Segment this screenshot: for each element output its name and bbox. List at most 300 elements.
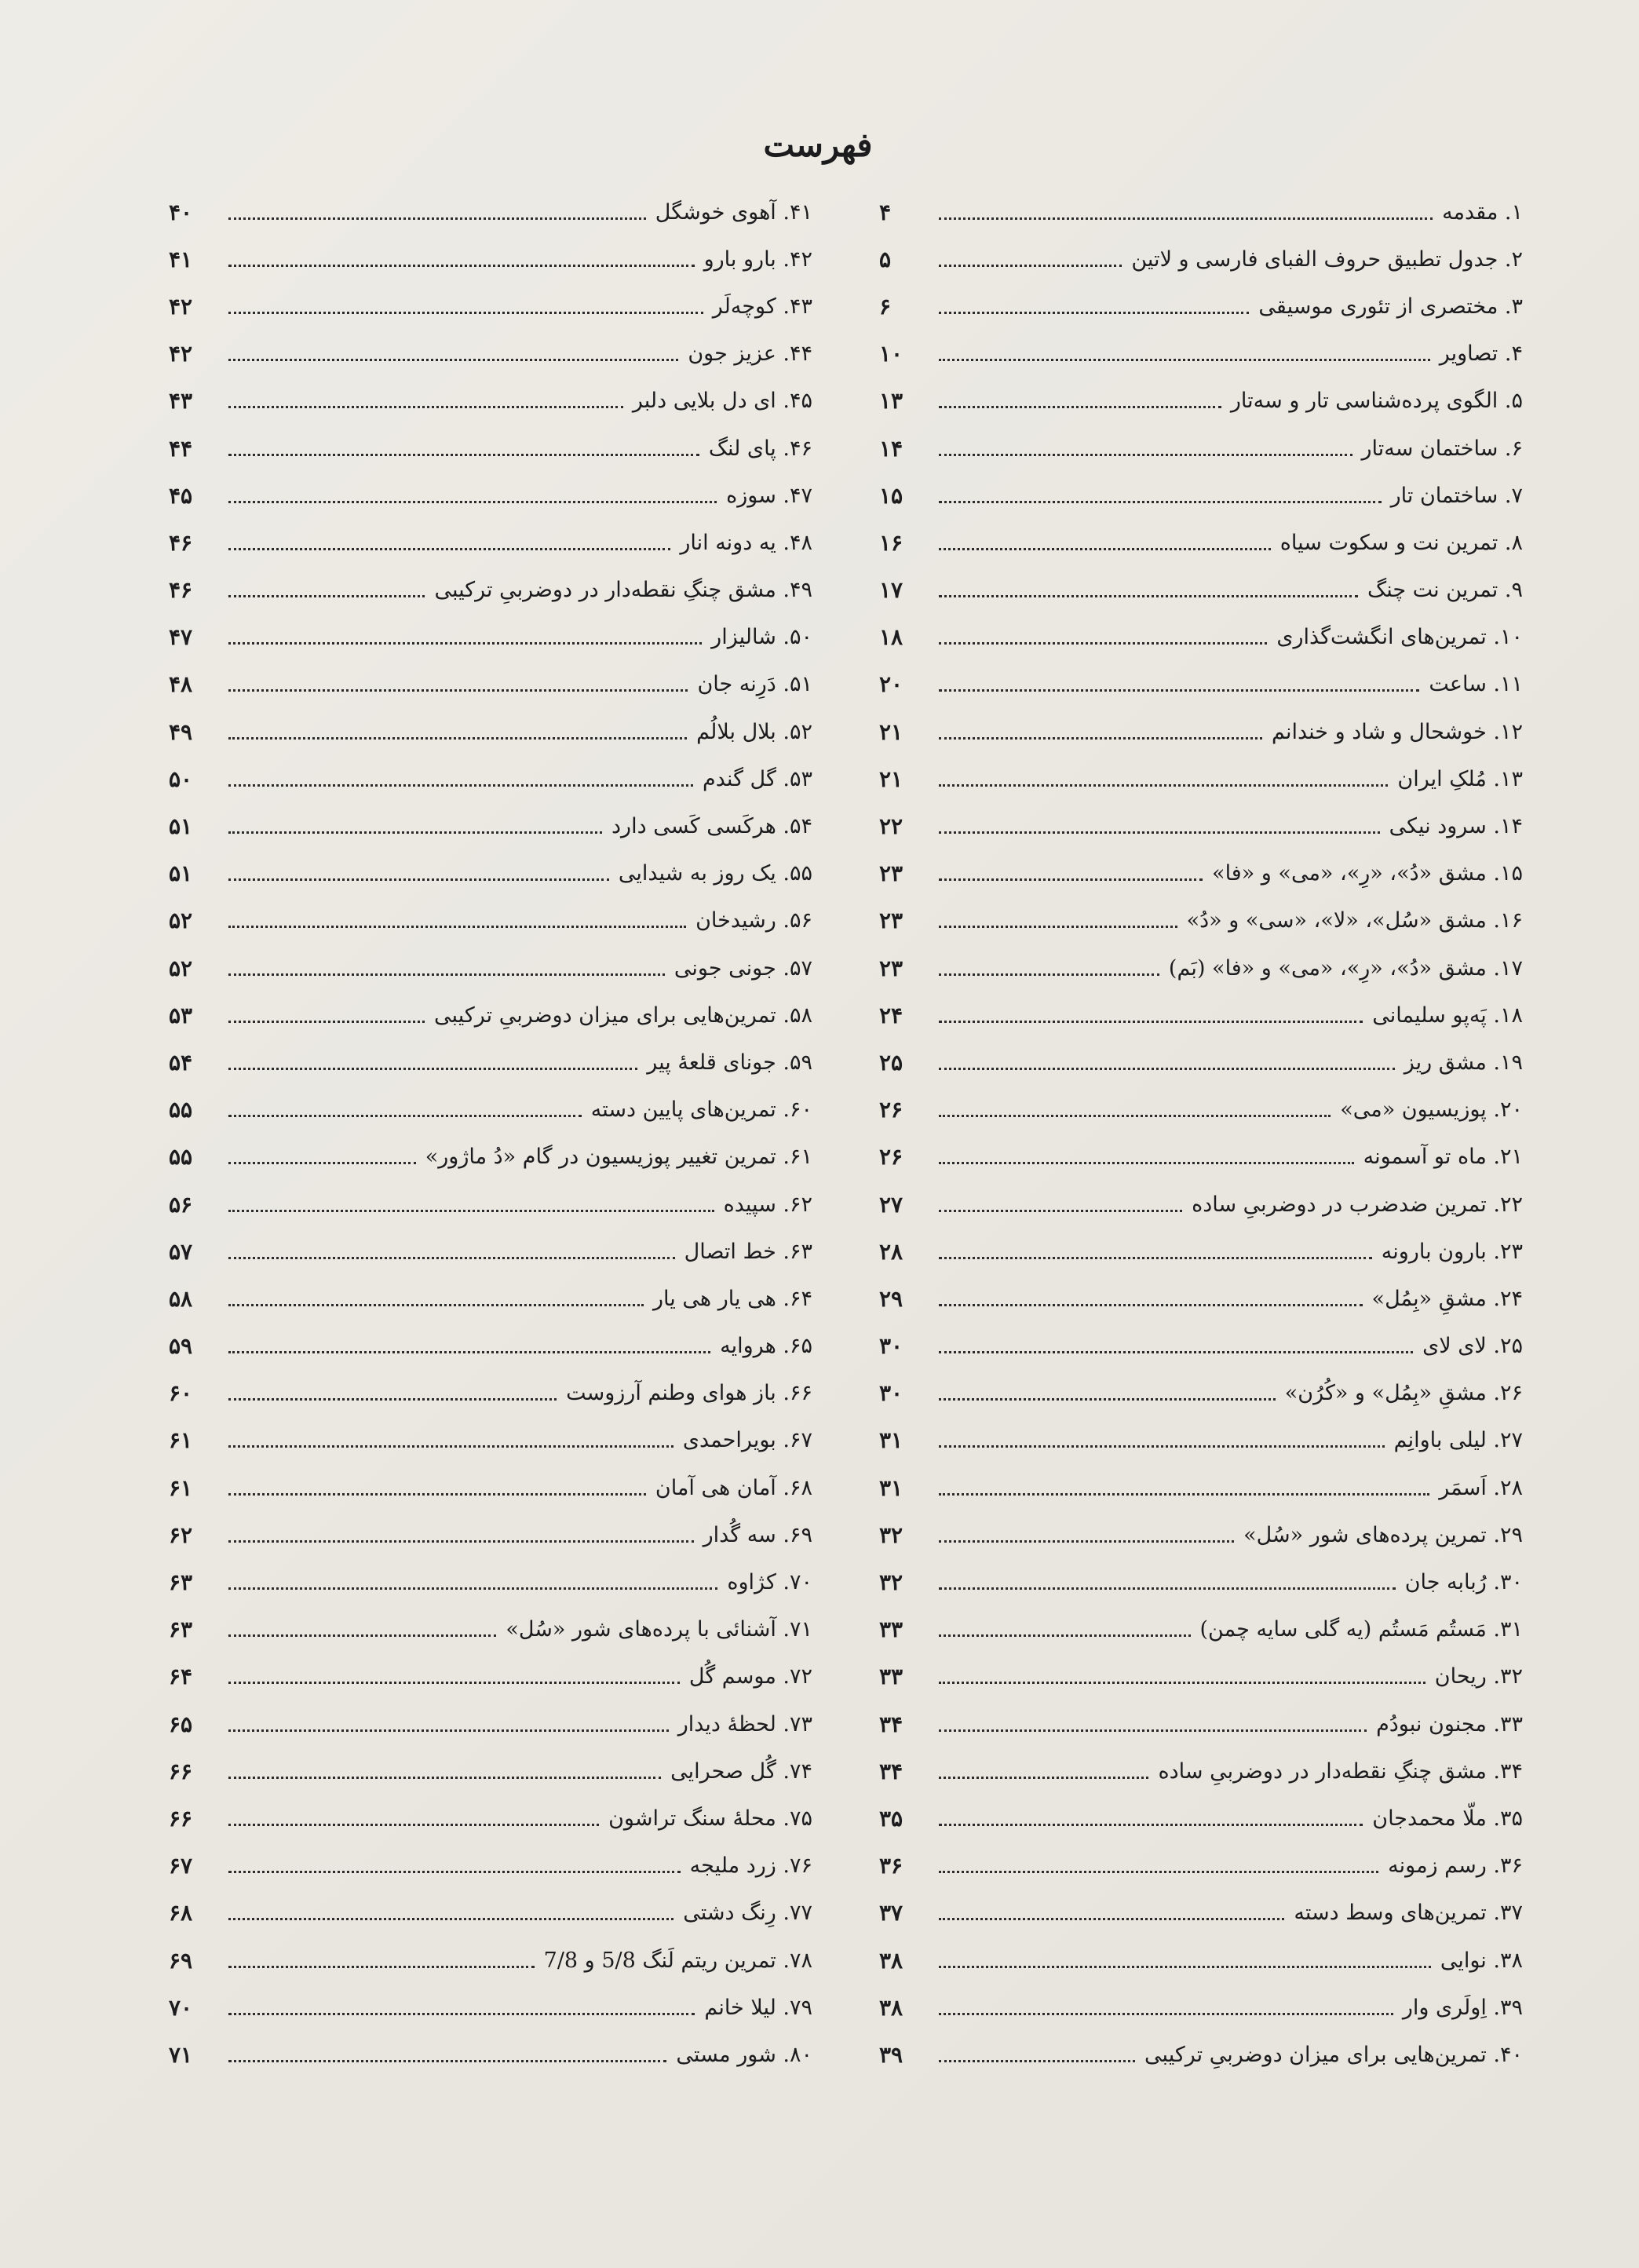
toc-entry	[169, 1653, 812, 1700]
toc-entry	[879, 188, 1523, 236]
dot-leader	[939, 1918, 1284, 1920]
dot-leader	[939, 1634, 1191, 1637]
dot-leader	[939, 642, 1267, 645]
dot-leader	[228, 973, 665, 976]
toc-entry-page-number: ۴۶	[169, 529, 193, 556]
toc-entry-title: ۶۵. هروایه	[720, 1334, 812, 1359]
toc-entry	[169, 1417, 812, 1464]
toc-entry-page-number: ۴۴	[169, 435, 193, 462]
toc-entry-page-number: ۳۴	[879, 1711, 903, 1737]
dot-leader	[939, 1445, 1385, 1448]
toc-entry-page-number: ۳۲	[879, 1521, 903, 1548]
dot-leader	[228, 1634, 496, 1637]
toc-entry	[169, 1087, 812, 1134]
toc-entry-title: ۵۸. تمرین‌هایی برای میزان دوضربیِ ترکیبی	[434, 1003, 812, 1028]
toc-entry	[879, 1511, 1523, 1558]
dot-leader	[228, 926, 686, 928]
toc-entry-page-number: ۶۰	[169, 1380, 193, 1407]
toc-entry	[169, 519, 812, 566]
toc-entry-title: ۱۲. خوشحال و شاد و خندانم	[1272, 719, 1523, 744]
toc-entry-page-number: ۱۰	[879, 341, 903, 367]
toc-entry-title: ۴۰. تمرین‌هایی برای میزان دوضربیِ ترکیبی	[1144, 2042, 1523, 2067]
toc-entry-title: ۷. ساختمان تار	[1390, 483, 1523, 508]
toc-entry	[879, 1795, 1523, 1842]
toc-entry-title: ۴۲. بارو بارو	[703, 247, 812, 272]
toc-entry-page-number: ۳۸	[879, 1994, 903, 2021]
toc-entry-title: ۲۴. مشقِ «بِمُل»	[1371, 1286, 1523, 1311]
toc-entry	[879, 1087, 1523, 1134]
toc-entry	[169, 1134, 812, 1181]
toc-entry	[879, 1748, 1523, 1795]
toc-entry	[879, 283, 1523, 330]
toc-entry-page-number: ۶۷	[169, 1853, 193, 1879]
toc-entry-title: ۳۷. تمرین‌های وسط دسته	[1294, 1901, 1523, 1926]
toc-entry-title: ۷۰. کژاوه	[727, 1570, 812, 1595]
toc-entry	[169, 1039, 812, 1086]
toc-entry-title: ۶۶. باز هوای وطنم آرزوست	[566, 1381, 812, 1406]
toc-entry-page-number: ۵۷	[169, 1238, 193, 1265]
toc-entry-title: ۴۹. مشق چنگِ نقطه‌دار در دوضربیِ ترکیبی	[434, 578, 812, 603]
toc-entry-title: ۴۱. آهوی خوشگل	[655, 199, 812, 225]
toc-entry	[169, 1984, 812, 2031]
toc-entry-title: ۶۳. خط اتصال	[684, 1239, 812, 1264]
dot-leader	[939, 265, 1122, 267]
toc-entry	[169, 897, 812, 944]
toc-entry-title: ۸۰. شور مستی	[676, 2042, 812, 2067]
toc-entry-page-number: ۵۲	[169, 955, 193, 981]
toc-entry	[169, 2031, 812, 2078]
toc-entry	[169, 236, 812, 283]
toc-entry-page-number: ۶۱	[169, 1427, 193, 1454]
toc-entry-page-number: ۵۵	[169, 1144, 193, 1171]
toc-entry	[169, 425, 812, 472]
toc-entry-page-number: ۲۹	[879, 1285, 903, 1312]
toc-entry-title: ۵۴. هرکَسی کَسی دارد	[611, 814, 812, 839]
dot-leader	[228, 1824, 599, 1826]
dot-leader	[228, 1729, 669, 1732]
toc-entry-title: ۶۰. تمرین‌های پایین دسته	[590, 1097, 812, 1123]
dot-leader	[939, 1824, 1363, 1826]
toc-entry-page-number: ۶۱	[169, 1474, 193, 1501]
toc-entry-page-number: ۵۴	[169, 1049, 193, 1076]
toc-entry-page-number: ۲۴	[879, 1002, 903, 1028]
toc-column-right	[879, 188, 1523, 2079]
toc-entry-page-number: ۲۰	[879, 671, 903, 698]
toc-entry-title: ۲۷. لیلی باوانِم	[1393, 1428, 1523, 1453]
toc-entry	[879, 236, 1523, 283]
toc-entry	[879, 1700, 1523, 1748]
dot-leader	[939, 1021, 1363, 1023]
toc-entry-title: ۵۹. جونای قلعهٔ پیر	[647, 1050, 812, 1075]
toc-entry-title: ۳۸. نوایی	[1440, 1948, 1523, 1973]
toc-entry	[169, 283, 812, 330]
toc-entry-title: ۲. جدول تطبیق حروف الفبای فارسی و لاتین	[1131, 247, 1523, 272]
toc-entry-title: ۸. تمرین نت و سکوت سیاه	[1279, 530, 1523, 555]
dot-leader	[939, 1871, 1378, 1873]
toc-entry-page-number: ۷۰	[169, 1994, 193, 2021]
toc-entry-page-number: ۴۲	[169, 293, 193, 320]
toc-entry-title: ۲۳. بارون بارونه	[1381, 1239, 1523, 1264]
toc-entry-title: ۹. تمرین نت چنگ	[1367, 578, 1523, 603]
toc-entry	[169, 708, 812, 755]
dot-leader	[228, 1777, 661, 1779]
toc-entry	[879, 1653, 1523, 1700]
toc-entry	[879, 802, 1523, 849]
toc-entry-page-number: ۳۶	[879, 1853, 903, 1879]
toc-entry-page-number: ۲۷	[879, 1191, 903, 1218]
toc-entry-page-number: ۲۱	[879, 718, 903, 745]
toc-entry-title: ۱۴. سرود نیکی	[1389, 814, 1523, 839]
toc-entry	[879, 425, 1523, 472]
dot-leader	[939, 406, 1221, 408]
toc-entry-title: ۷۷. رِنگ دشتی	[683, 1901, 812, 1926]
toc-entry-title: ۶۱. تمرین تغییر پوزیسیون در گام «دُ ماژور»	[425, 1145, 812, 1170]
dot-leader	[939, 831, 1380, 834]
toc-entry	[879, 1275, 1523, 1322]
toc-entry	[169, 992, 812, 1039]
toc-entry	[879, 1039, 1523, 1086]
toc-entry	[879, 378, 1523, 425]
toc-entry-title: ۶۹. سه گُدار	[703, 1522, 812, 1547]
dot-leader	[228, 217, 646, 220]
toc-entry-page-number: ۱۳	[879, 388, 903, 415]
toc-entry-page-number: ۶۲	[169, 1521, 193, 1548]
toc-column-left	[169, 188, 812, 2079]
toc-entry-title: ۳. مختصری از تئوری موسیقی	[1258, 294, 1523, 319]
toc-entry	[169, 1700, 812, 1748]
toc-entry-page-number: ۲۵	[879, 1049, 903, 1076]
toc-entry-title: ۳۱. مَستُم مَستُم (یه گلی سایه چمن)	[1199, 1617, 1523, 1642]
toc-entry	[879, 708, 1523, 755]
dot-leader	[228, 359, 678, 361]
toc-entry-page-number: ۶۹	[169, 1947, 193, 1974]
toc-entry-title: ۴۷. سوزه	[726, 483, 812, 508]
dot-leader	[939, 1257, 1372, 1259]
toc-entry-title: ۱۸. پَه‌پو سلیمانی	[1372, 1003, 1523, 1028]
toc-entry-page-number: ۳۵	[879, 1805, 903, 1832]
dot-leader	[228, 784, 693, 787]
toc-entry	[879, 331, 1523, 378]
toc-entry-page-number: ۶۵	[169, 1711, 193, 1737]
dot-leader	[939, 217, 1433, 220]
toc-entry	[879, 1134, 1523, 1181]
toc-entry	[879, 661, 1523, 708]
toc-entry-title: ۵. الگوی پرده‌شناسی تار و سه‌تار	[1230, 389, 1523, 414]
toc-entry	[169, 567, 812, 614]
toc-entry-page-number: ۵	[879, 246, 892, 272]
dot-leader	[228, 406, 623, 408]
toc-entry-page-number: ۴۱	[169, 246, 193, 272]
dot-leader	[228, 1210, 714, 1212]
dot-leader	[228, 1115, 582, 1117]
toc-entry-page-number: ۵۱	[169, 813, 193, 840]
dot-leader	[939, 1304, 1363, 1306]
toc-entry	[169, 188, 812, 236]
dot-leader	[228, 1682, 680, 1684]
toc-entry-page-number: ۲۳	[879, 860, 903, 887]
toc-entry	[169, 850, 812, 897]
toc-entry-title: ۵۳. گل گندم	[703, 766, 812, 791]
toc-entry-page-number: ۳۷	[879, 1900, 903, 1927]
toc-entry	[879, 755, 1523, 802]
dot-leader	[939, 1587, 1396, 1590]
toc-entry	[879, 567, 1523, 614]
toc-entry-title: ۴۵. ای دل بلایی دلبر	[632, 389, 812, 414]
toc-entry-title: ۲۹. تمرین پرده‌های شور «سُل»	[1243, 1522, 1523, 1547]
dot-leader	[228, 689, 688, 692]
toc-entry-page-number: ۳۴	[879, 1758, 903, 1784]
toc-entry-title: ۳۴. مشق چنگِ نقطه‌دار در دوضربیِ ساده	[1158, 1759, 1523, 1784]
toc-entry-title: ۱۳. مُلکِ ایران	[1397, 766, 1523, 791]
toc-entry-page-number: ۱۶	[879, 529, 903, 556]
toc-entry	[879, 1323, 1523, 1370]
toc-entry-page-number: ۲۳	[879, 955, 903, 981]
toc-entry	[879, 1890, 1523, 1937]
toc-entry-page-number: ۵۰	[169, 765, 193, 792]
toc-entry-page-number: ۴۲	[169, 341, 193, 367]
toc-entry	[169, 661, 812, 708]
toc-entry	[169, 1795, 812, 1842]
toc-entry-page-number: ۵۳	[169, 1002, 193, 1028]
dot-leader	[939, 973, 1159, 976]
toc-entry-title: ۵۷. جونی جونی	[673, 955, 812, 981]
dot-leader	[228, 1493, 646, 1496]
toc-entry	[879, 1417, 1523, 1464]
toc-entry-title: ۲۲. تمرین ضدضرب در دوضربیِ ساده	[1192, 1192, 1523, 1217]
toc-entry	[879, 1370, 1523, 1417]
dot-leader	[939, 1398, 1276, 1401]
toc-entry-title: ۷۲. موسم گُل	[688, 1664, 812, 1689]
toc-entry-page-number: ۵۸	[169, 1285, 193, 1312]
toc-entry	[169, 1937, 812, 1984]
toc-entry-title: ۶۲. سپیده	[723, 1192, 812, 1217]
dot-leader	[228, 1540, 694, 1543]
toc-entry	[879, 614, 1523, 661]
toc-entry-title: ۴۸. یه دونه انار	[680, 530, 812, 555]
toc-entry	[169, 1748, 812, 1795]
dot-leader	[228, 2060, 666, 2062]
dot-leader	[228, 1871, 681, 1873]
toc-entry	[169, 1370, 812, 1417]
dot-leader	[228, 595, 425, 597]
dot-leader	[228, 265, 695, 267]
dot-leader	[939, 1729, 1367, 1732]
toc-entry-page-number: ۲۱	[879, 765, 903, 792]
dot-leader	[228, 878, 609, 881]
dot-leader	[228, 1162, 416, 1164]
toc-entry-page-number: ۳۲	[879, 1569, 903, 1596]
toc-entry	[879, 519, 1523, 566]
toc-entry-title: ۱۵. مشق «دُ»، «رِ»، «می» و «فا»	[1212, 861, 1523, 886]
toc-entry-title: ۴۶. پای لنگ	[708, 436, 812, 461]
dot-leader	[939, 359, 1430, 361]
toc-entry-page-number: ۵۵	[169, 1097, 193, 1123]
toc-entry-title: ۵۰. شالیزار	[711, 625, 812, 650]
toc-entry-page-number: ۳۳	[879, 1616, 903, 1643]
toc-entry	[169, 944, 812, 992]
dot-leader	[228, 831, 602, 834]
toc-entry	[169, 802, 812, 849]
dot-leader	[228, 1257, 675, 1259]
toc-entry-page-number: ۴	[879, 199, 892, 225]
toc-entry-title: ۶۴. هی یار هی یار	[653, 1286, 812, 1311]
dot-leader	[228, 454, 699, 456]
toc-entry-title: ۴۳. کوچه‌لَر	[712, 294, 812, 319]
dot-leader	[228, 548, 670, 550]
toc-entry-page-number: ۶۴	[169, 1664, 193, 1690]
toc-entry-page-number: ۲۸	[879, 1238, 903, 1265]
toc-entry-page-number: ۱۷	[879, 577, 903, 604]
toc-entry	[879, 897, 1523, 944]
toc-entry-page-number: ۲۶	[879, 1144, 903, 1171]
toc-entry-page-number: ۴۸	[169, 671, 193, 698]
toc-entry-page-number: ۷۱	[169, 2041, 193, 2068]
toc-entry-page-number: ۴۵	[169, 482, 193, 509]
toc-entry-page-number: ۴۹	[169, 718, 193, 745]
toc-entry	[879, 1558, 1523, 1605]
toc-entry-title: ۶۷. بویراحمدی	[682, 1428, 812, 1453]
dot-leader	[228, 2013, 695, 2015]
toc-entry	[169, 1181, 812, 1228]
toc-entry-page-number: ۶	[879, 293, 892, 320]
dot-leader	[939, 1966, 1431, 1968]
toc-entry	[879, 1181, 1523, 1228]
toc-entry-page-number: ۲۶	[879, 1097, 903, 1123]
toc-entry	[879, 1843, 1523, 1890]
toc-entry-title: ۲۸. اَسمَر	[1439, 1475, 1523, 1500]
dot-leader	[939, 784, 1388, 787]
toc-entry-page-number: ۳۸	[879, 1947, 903, 1974]
dot-leader	[228, 1445, 673, 1448]
dot-leader	[939, 2060, 1135, 2062]
toc-entry-title: ۷۶. زرد ملیجه	[689, 1853, 812, 1879]
toc-entry	[169, 378, 812, 425]
dot-leader	[228, 642, 702, 645]
toc-entry-page-number: ۲۳	[879, 908, 903, 934]
toc-entry-page-number: ۵۶	[169, 1191, 193, 1218]
toc-entry	[879, 1984, 1523, 2031]
dot-leader	[228, 1351, 710, 1353]
toc-entry-page-number: ۴۷	[169, 624, 193, 651]
dot-leader	[939, 501, 1382, 503]
toc-entry-title: ۷۳. لحظهٔ دیدار	[677, 1711, 812, 1737]
dot-leader	[939, 689, 1419, 692]
toc-entry-title: ۶۸. آمان هی آمان	[655, 1475, 812, 1500]
toc-entry-title: ۲۱. ماه تو آسمونه	[1363, 1145, 1523, 1170]
toc-entry	[879, 2031, 1523, 2078]
toc-entry-title: ۷۱. آشنائی با پرده‌های شور «سُل»	[506, 1617, 812, 1642]
dot-leader	[228, 1398, 557, 1401]
toc-entry-title: ۱۷. مشق «دُ»، «رِ»، «می» و «فا» (بَم)	[1168, 955, 1523, 981]
toc-entry-title: ۷۹. لیلا خانم	[704, 1995, 812, 2020]
toc-entry	[879, 1464, 1523, 1511]
toc-entry	[169, 472, 812, 519]
toc-entry-page-number: ۳۰	[879, 1333, 903, 1360]
toc-entry-page-number: ۶۳	[169, 1616, 193, 1643]
toc-entry	[879, 850, 1523, 897]
toc-entry-title: ۱۰. تمرین‌های انگشت‌گذاری	[1276, 625, 1523, 650]
dot-leader	[228, 501, 717, 503]
toc-entry	[169, 614, 812, 661]
toc-entry-title: ۷۵. محلهٔ سنگ تراشون	[608, 1806, 812, 1831]
toc-entry-title: ۲۶. مشقِ «بِمُل» و «کُرُن»	[1284, 1381, 1523, 1406]
toc-entry-page-number: ۶۸	[169, 1900, 193, 1927]
toc-entry-title: ۲۵. لای لای	[1422, 1334, 1523, 1359]
toc-entry-title: ۱۹. مشق ریز	[1404, 1050, 1523, 1075]
toc-entry-page-number: ۳۳	[879, 1664, 903, 1690]
toc-entry-title: ۱. مقدمه	[1442, 199, 1523, 225]
toc-entry	[169, 1275, 812, 1322]
dot-leader	[939, 1162, 1354, 1164]
dot-leader	[228, 1918, 673, 1920]
dot-leader	[939, 926, 1177, 928]
toc-entry-page-number: ۵۱	[169, 860, 193, 887]
toc-entry-page-number: ۳۱	[879, 1474, 903, 1501]
dot-leader	[939, 878, 1203, 881]
dot-leader	[228, 312, 703, 314]
dot-leader	[228, 737, 687, 740]
toc-entry-title: ۴. تصاویر	[1439, 341, 1523, 367]
dot-leader	[939, 312, 1249, 314]
toc-entry-title: ۳۰. رُبابه جان	[1404, 1570, 1523, 1595]
toc-entry-title: ۳۲. ریحان	[1434, 1664, 1523, 1689]
dot-leader	[939, 1493, 1429, 1496]
dot-leader	[939, 1777, 1148, 1779]
dot-leader	[939, 1682, 1425, 1684]
toc-entry	[879, 472, 1523, 519]
dot-leader	[939, 1068, 1395, 1070]
toc-entry-title: ۱۶. مشق «سُل»، «لا»، «سی» و «دُ»	[1186, 908, 1523, 933]
dot-leader	[939, 548, 1271, 550]
toc-entry-page-number: ۴۳	[169, 388, 193, 415]
toc-entry	[169, 1228, 812, 1275]
toc-entry	[879, 1228, 1523, 1275]
toc-entry	[169, 1606, 812, 1653]
dot-leader	[939, 737, 1262, 740]
dot-leader	[228, 1304, 644, 1306]
toc-entry-title: ۲۰. پوزیسیون «می»	[1340, 1097, 1523, 1123]
dot-leader	[228, 1966, 535, 1968]
toc-entry-title: ۳۳. مجنون نبودُم	[1376, 1711, 1523, 1737]
toc-entry-page-number: ۵۹	[169, 1333, 193, 1360]
dot-leader	[939, 1540, 1234, 1543]
toc-entry-page-number: ۶۶	[169, 1758, 193, 1784]
dot-leader	[939, 454, 1352, 456]
toc-entry	[879, 944, 1523, 992]
toc-entry-title: ۳۶. رسم زمونه	[1388, 1853, 1523, 1879]
toc-entry-page-number: ۵۲	[169, 908, 193, 934]
toc-entry-title: ۵۲. بلال بلالُم	[696, 719, 812, 744]
toc-entry-page-number: ۳۱	[879, 1427, 903, 1454]
toc-entry-page-number: ۱۸	[879, 624, 903, 651]
toc-entry-title: ۳۹. اِولَری وار	[1402, 1995, 1523, 2020]
toc-entry-page-number: ۱۵	[879, 482, 903, 509]
dot-leader	[939, 1115, 1331, 1117]
toc-entry-page-number: ۴۶	[169, 577, 193, 604]
dot-leader	[939, 595, 1358, 597]
toc-entry-title: ۵۵. یک روز به شیدایی	[618, 861, 812, 886]
toc-entry-title: ۷۸. تمرین ریتم لَنگ 5/8 و 7/8	[543, 1948, 812, 1973]
toc-entry	[169, 755, 812, 802]
toc-entry	[879, 1606, 1523, 1653]
toc-entry-title: ۷۴. گُل صحرایی	[670, 1759, 812, 1784]
toc-entry-title: ۵۱. دَرِنه جان	[697, 672, 812, 697]
dot-leader	[228, 1068, 637, 1070]
toc-entry	[169, 331, 812, 378]
toc-entry-page-number: ۱۴	[879, 435, 903, 462]
toc-entry-page-number: ۳۰	[879, 1380, 903, 1407]
toc-entry-page-number: ۲۲	[879, 813, 903, 840]
